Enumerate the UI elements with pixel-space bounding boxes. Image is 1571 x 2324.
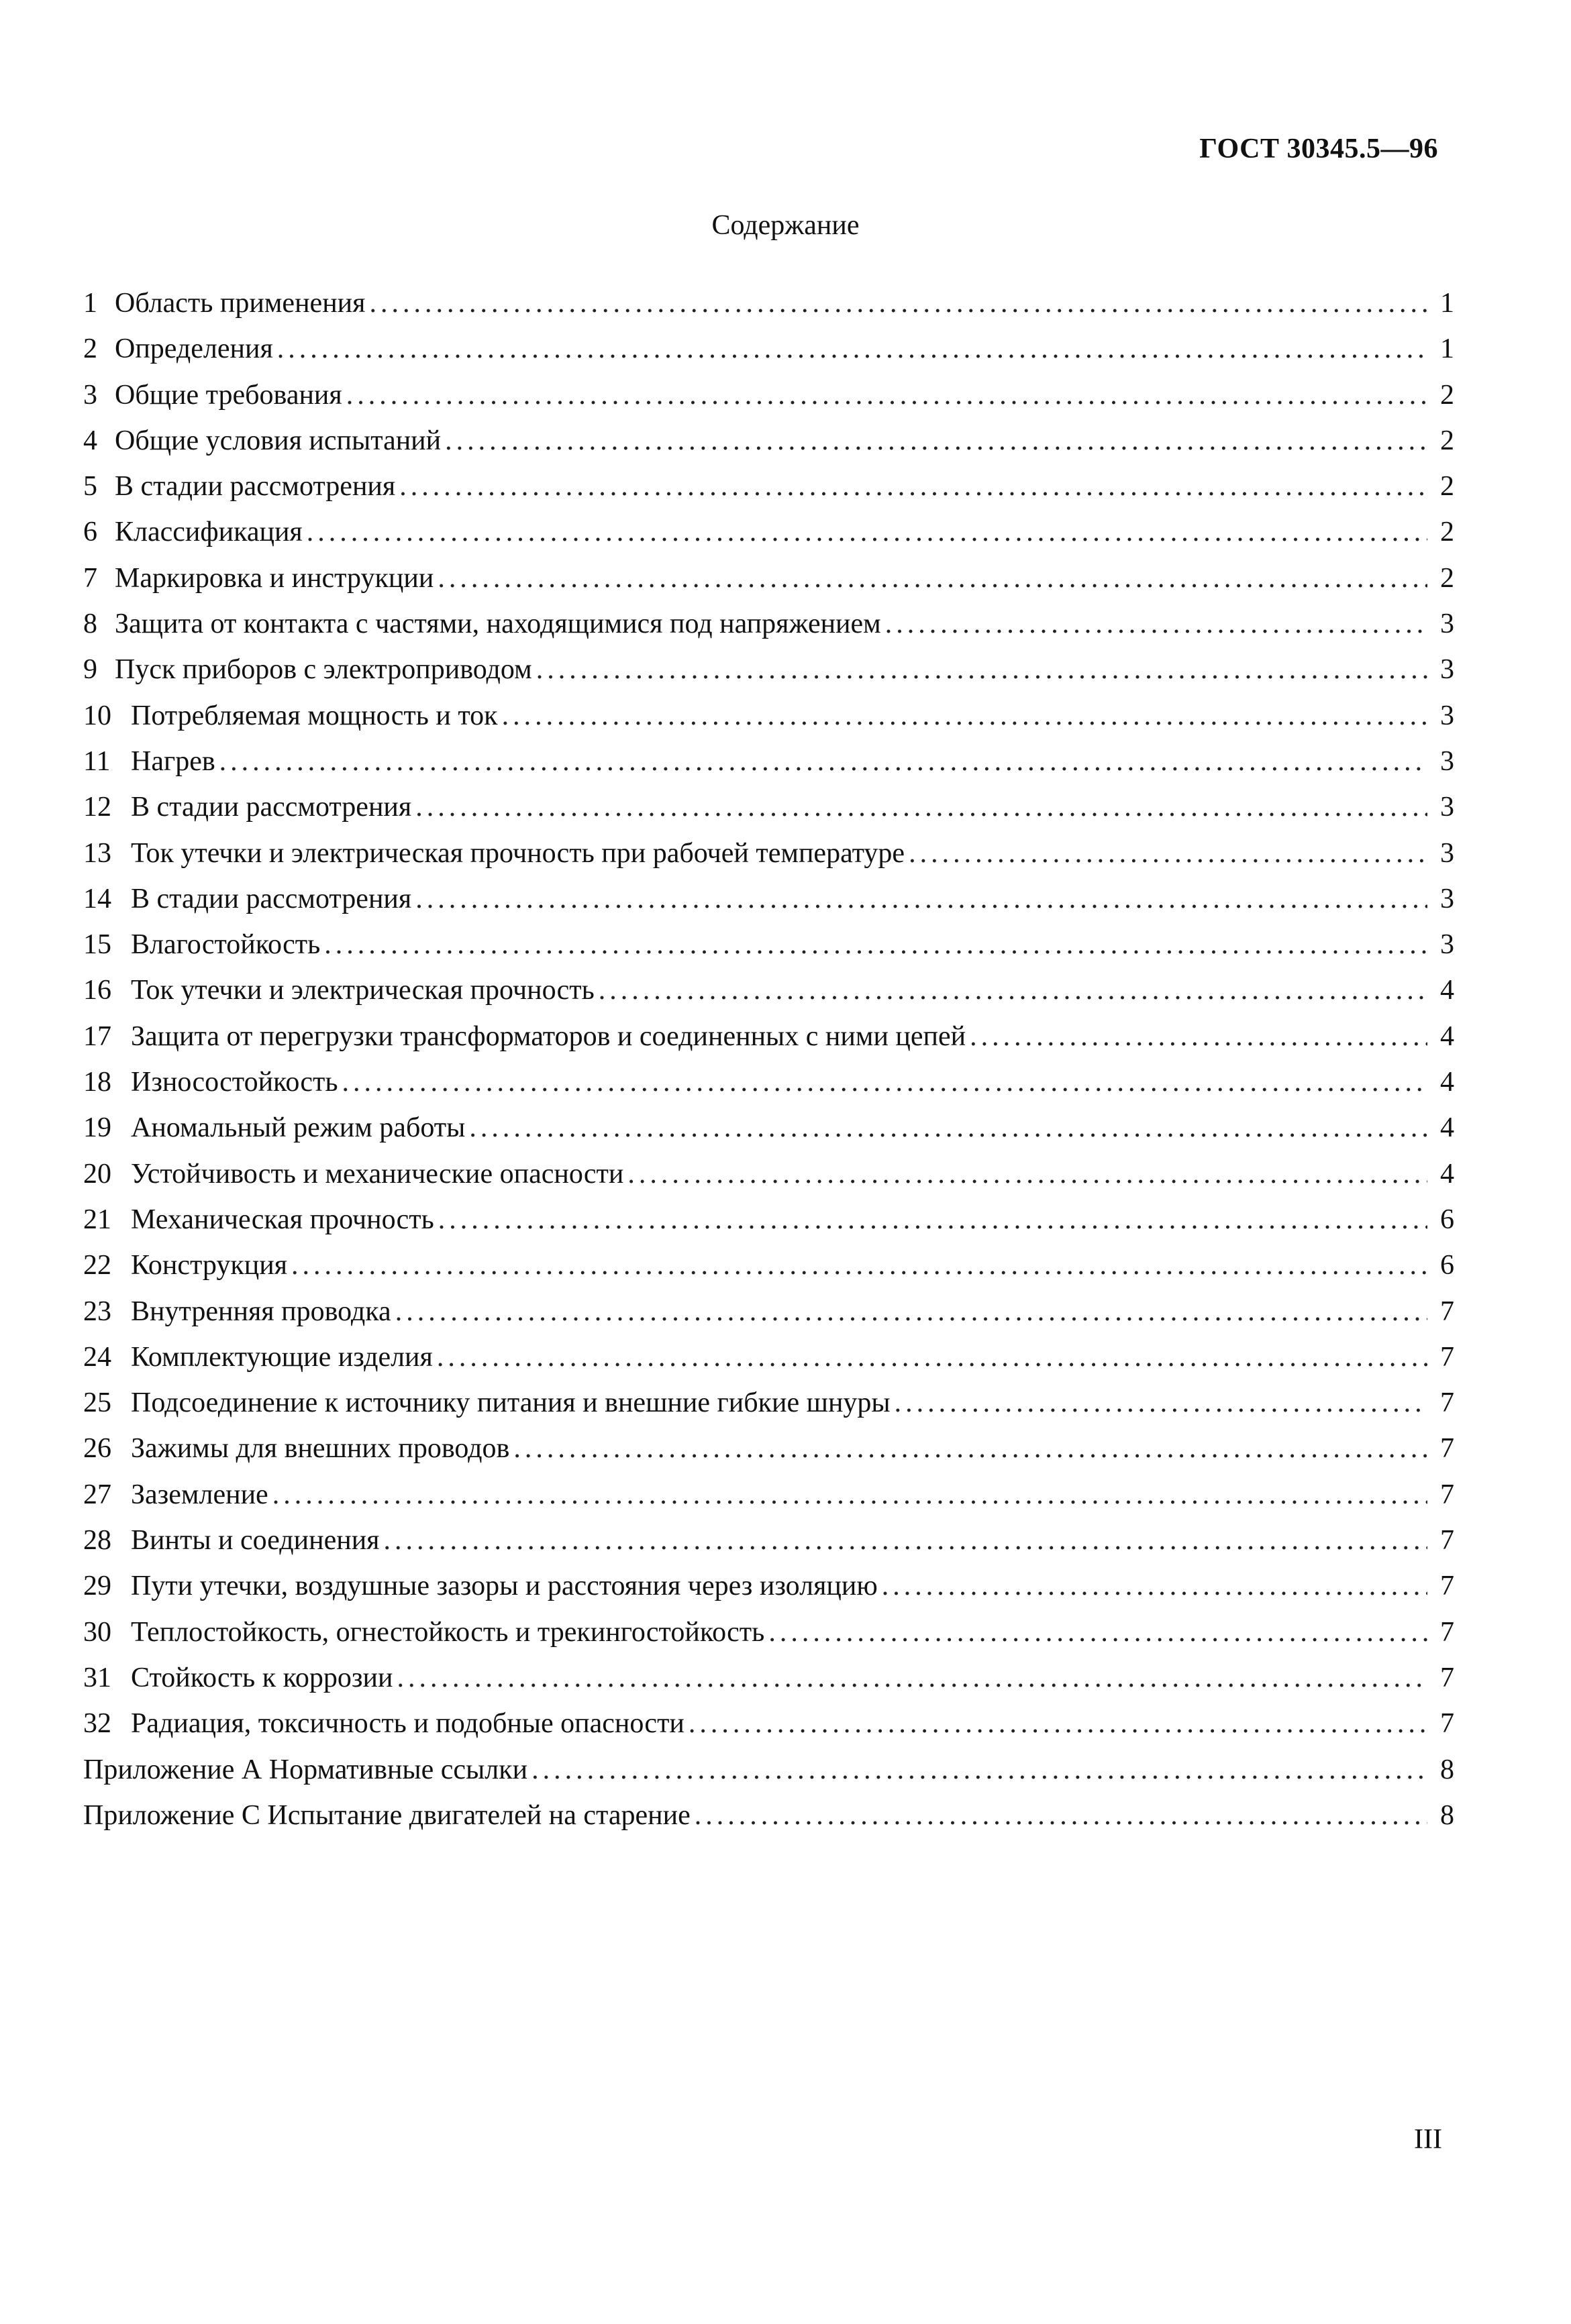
toc-entry[interactable] <box>83 464 1454 509</box>
toc-entry-title: Приложение А Нормативные ссылки <box>83 1754 528 1785</box>
dot-leader <box>627 1151 1427 1197</box>
toc-entry-page: 1 <box>1440 333 1454 365</box>
toc-entry-title: Заземление <box>131 1479 268 1510</box>
toc-entry-number: 26 <box>83 1433 111 1465</box>
page-number: III <box>1414 2124 1442 2155</box>
dot-leader <box>689 1701 1427 1746</box>
toc-entry-page: 3 <box>1440 883 1454 914</box>
dot-leader <box>437 1334 1427 1380</box>
toc-entry-page: 3 <box>1440 609 1454 640</box>
dot-leader <box>438 1197 1427 1243</box>
toc-entry-title: Комплектующие изделия <box>131 1341 433 1373</box>
toc-entry-page: 7 <box>1440 1433 1454 1465</box>
toc-entry-number: 29 <box>83 1571 111 1602</box>
toc-entry[interactable] <box>83 1334 1454 1380</box>
toc-entry[interactable] <box>83 1563 1454 1609</box>
toc-entry-title: Пуск приборов с электроприводом <box>115 654 532 686</box>
dot-leader <box>895 1380 1427 1426</box>
dot-leader <box>909 831 1427 876</box>
toc-entry-title: Защита от перегрузки трансформаторов и соединенных с ними цепей <box>131 1020 966 1052</box>
toc-entry-number: 1 <box>83 288 97 319</box>
toc-entry[interactable] <box>83 372 1454 418</box>
toc-entry[interactable] <box>83 1472 1454 1518</box>
toc-entry-page: 4 <box>1440 1067 1454 1098</box>
toc-entry-number: 13 <box>83 837 111 869</box>
toc-entry-number: 32 <box>83 1708 111 1740</box>
toc-entry-page: 4 <box>1440 975 1454 1006</box>
toc-entry-page: 8 <box>1440 1799 1454 1831</box>
dot-leader <box>342 1059 1427 1105</box>
toc-entry[interactable] <box>83 509 1454 555</box>
dot-leader <box>415 784 1427 830</box>
toc-entry[interactable] <box>83 831 1454 876</box>
dot-leader <box>599 967 1427 1013</box>
toc-entry-number: 15 <box>83 929 111 961</box>
toc-entry-title: Защита от контакта с частями, находящимися под напряжением <box>115 609 881 640</box>
toc-entry[interactable] <box>83 922 1454 967</box>
toc-entry[interactable] <box>83 1609 1454 1655</box>
toc-entry-number: 6 <box>83 517 97 548</box>
toc-entry-number: 4 <box>83 425 97 456</box>
toc-entry-page: 2 <box>1440 471 1454 503</box>
toc-entry-page: 3 <box>1440 837 1454 869</box>
toc-entry[interactable] <box>83 1151 1454 1197</box>
toc-entry-title: В стадии рассмотрения <box>115 471 396 503</box>
dot-leader <box>882 1563 1427 1609</box>
toc-entry-number: 8 <box>83 609 97 640</box>
toc-title: Содержание <box>711 210 860 241</box>
toc-entry-title: Радиация, токсичность и подобные опасности <box>131 1708 685 1740</box>
toc-entry-title: В стадии рассмотрения <box>131 792 412 823</box>
toc-entry-number: 5 <box>83 471 97 503</box>
dot-leader <box>438 556 1427 601</box>
toc-entry-page: 6 <box>1440 1204 1454 1235</box>
toc-entry-page: 4 <box>1440 1112 1454 1144</box>
toc-entry[interactable] <box>83 1243 1454 1288</box>
toc-entry[interactable] <box>83 967 1454 1013</box>
toc-entry-number: 21 <box>83 1204 111 1235</box>
toc-entry[interactable] <box>83 1105 1454 1151</box>
toc-entry[interactable] <box>83 693 1454 739</box>
toc-entry[interactable] <box>83 784 1454 830</box>
toc-entry[interactable] <box>83 326 1454 372</box>
dot-leader <box>346 372 1427 418</box>
toc-entry-page: 7 <box>1440 1296 1454 1327</box>
toc-entry-page: 2 <box>1440 517 1454 548</box>
toc-entry-title: Определения <box>115 333 273 365</box>
toc-entry-page: 7 <box>1440 1479 1454 1510</box>
toc-entry[interactable] <box>83 876 1454 922</box>
toc-entry-page: 2 <box>1440 425 1454 456</box>
toc-entry-title: Аномальный режим работы <box>131 1112 466 1144</box>
table-of-contents <box>83 280 1454 1838</box>
dot-leader <box>695 1793 1427 1838</box>
toc-entry-title: Внутренняя проводка <box>131 1296 391 1327</box>
toc-entry-title: Ток утечки и электрическая прочность <box>131 975 595 1006</box>
toc-entry-title: Общие требования <box>115 379 342 411</box>
toc-entry-number: 28 <box>83 1525 111 1556</box>
toc-entry-title: Общие условия испытаний <box>115 425 442 456</box>
dot-leader <box>885 601 1427 647</box>
toc-entry-title: Пути утечки, воздушные зазоры и расстояния через изоляцию <box>131 1571 878 1602</box>
toc-entry[interactable] <box>83 601 1454 647</box>
toc-entry-page: 2 <box>1440 562 1454 594</box>
toc-entry-number: 30 <box>83 1616 111 1648</box>
toc-entry[interactable] <box>83 1793 1454 1838</box>
toc-entry-page: 3 <box>1440 745 1454 777</box>
toc-entry-page: 2 <box>1440 379 1454 411</box>
dot-leader <box>291 1243 1427 1288</box>
toc-entry-title: Стойкость к коррозии <box>131 1662 393 1693</box>
toc-entry-title: Приложение С Испытание двигателей на старение <box>83 1799 691 1831</box>
toc-entry-page: 7 <box>1440 1387 1454 1419</box>
toc-entry[interactable] <box>83 1059 1454 1105</box>
toc-entry-number: 7 <box>83 562 97 594</box>
dot-leader <box>469 1105 1427 1151</box>
toc-entry-title: Винты и соединения <box>131 1525 380 1556</box>
toc-entry-page: 6 <box>1440 1250 1454 1281</box>
toc-entry-page: 8 <box>1440 1754 1454 1785</box>
dot-leader <box>531 1747 1427 1793</box>
toc-entry-number: 24 <box>83 1341 111 1373</box>
toc-entry-number: 25 <box>83 1387 111 1419</box>
toc-entry-title: Конструкция <box>131 1250 288 1281</box>
toc-entry[interactable] <box>83 1655 1454 1701</box>
dot-leader <box>513 1426 1427 1471</box>
toc-entry-number: 14 <box>83 883 111 914</box>
toc-entry-number: 22 <box>83 1250 111 1281</box>
dot-leader <box>277 326 1427 372</box>
toc-entry[interactable] <box>83 280 1454 326</box>
dot-leader <box>415 876 1427 922</box>
toc-entry-number: 31 <box>83 1662 111 1693</box>
dot-leader <box>369 280 1427 326</box>
toc-entry[interactable] <box>83 418 1454 464</box>
dot-leader <box>445 418 1427 464</box>
toc-entry[interactable] <box>83 1197 1454 1243</box>
toc-entry-title: Зажимы для внешних проводов <box>131 1433 510 1465</box>
toc-entry[interactable] <box>83 1289 1454 1334</box>
toc-entry[interactable] <box>83 1426 1454 1471</box>
toc-entry-number: 10 <box>83 700 111 731</box>
dot-leader <box>272 1472 1427 1518</box>
toc-entry-page: 4 <box>1440 1158 1454 1190</box>
toc-entry[interactable] <box>83 739 1454 784</box>
toc-entry-title: Маркировка и инструкции <box>115 562 434 594</box>
toc-entry[interactable] <box>83 1518 1454 1563</box>
dot-leader <box>399 464 1427 509</box>
dot-leader <box>397 1655 1427 1701</box>
dot-leader <box>768 1609 1427 1655</box>
toc-entry[interactable] <box>83 1747 1454 1793</box>
toc-entry-page: 3 <box>1440 929 1454 961</box>
toc-entry-number: 18 <box>83 1067 111 1098</box>
toc-entry-number: 2 <box>83 333 97 365</box>
toc-entry-title: В стадии рассмотрения <box>131 883 412 914</box>
toc-entry-title: Классификация <box>115 517 303 548</box>
toc-entry-number: 3 <box>83 379 97 411</box>
toc-entry-number: 9 <box>83 654 97 686</box>
dot-leader <box>502 693 1427 739</box>
toc-entry-number: 20 <box>83 1158 111 1190</box>
toc-entry-title: Влагостойкость <box>131 929 321 961</box>
toc-entry-title: Подсоединение к источнику питания и внешние гибкие шнуры <box>131 1387 891 1419</box>
toc-entry-page: 7 <box>1440 1662 1454 1693</box>
toc-entry-page: 7 <box>1440 1616 1454 1648</box>
toc-entry[interactable] <box>83 556 1454 601</box>
document-code: ГОСТ 30345.5—96 <box>1199 134 1438 164</box>
toc-entry-title: Потребляемая мощность и ток <box>131 700 498 731</box>
toc-entry-number: 27 <box>83 1479 111 1510</box>
dot-leader <box>970 1014 1427 1059</box>
toc-entry-page: 3 <box>1440 654 1454 686</box>
dot-leader <box>324 922 1427 967</box>
toc-entry-number: 23 <box>83 1296 111 1327</box>
toc-entry-page: 7 <box>1440 1571 1454 1602</box>
toc-entry-title: Нагрев <box>131 745 215 777</box>
toc-entry-title: Ток утечки и электрическая прочность при рабочей температуре <box>131 837 905 869</box>
dot-leader <box>395 1289 1427 1334</box>
toc-entry-page: 3 <box>1440 700 1454 731</box>
toc-entry-page: 7 <box>1440 1708 1454 1740</box>
toc-entry-page: 1 <box>1440 288 1454 319</box>
toc-entry-title: Механическая прочность <box>131 1204 434 1235</box>
dot-leader <box>384 1518 1428 1563</box>
toc-entry-title: Область применения <box>115 288 366 319</box>
toc-entry-page: 7 <box>1440 1341 1454 1373</box>
toc-entry-page: 3 <box>1440 792 1454 823</box>
dot-leader <box>536 647 1427 692</box>
toc-entry-number: 16 <box>83 975 111 1006</box>
toc-entry-number: 12 <box>83 792 111 823</box>
toc-entry[interactable] <box>83 1380 1454 1426</box>
toc-entry-page: 7 <box>1440 1525 1454 1556</box>
toc-entry-page: 4 <box>1440 1020 1454 1052</box>
toc-entry-number: 11 <box>83 745 111 777</box>
toc-entry-number: 19 <box>83 1112 111 1144</box>
toc-entry-title: Теплостойкость, огнестойкость и трекингостойкость <box>131 1616 765 1648</box>
toc-entry[interactable] <box>83 1701 1454 1746</box>
toc-entry-number: 17 <box>83 1020 111 1052</box>
toc-entry[interactable] <box>83 647 1454 692</box>
toc-entry-title: Износостойкость <box>131 1067 338 1098</box>
toc-entry-title: Устойчивость и механические опасности <box>131 1158 624 1190</box>
dot-leader <box>307 509 1427 555</box>
dot-leader <box>219 739 1427 784</box>
toc-entry[interactable] <box>83 1014 1454 1059</box>
